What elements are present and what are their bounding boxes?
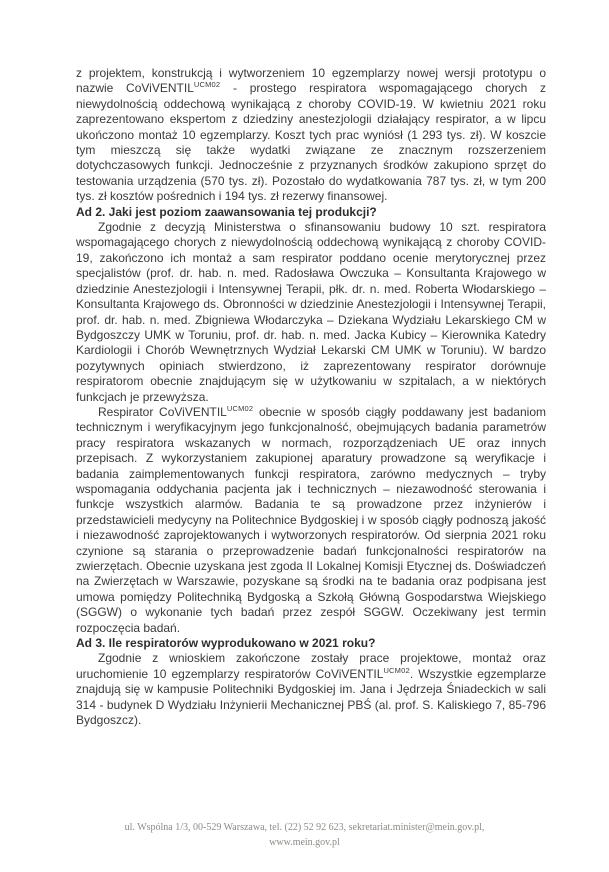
document-body: [76, 66, 546, 728]
footer-address-line: ul. Wspólna 1/3, 00-529 Warszawa, tel. (22) 52 92 623, sekretariat.minister@mein.gov.pl,: [124, 822, 485, 833]
paragraph-production-status: Zgodnie z decyzją Ministerstwa o sfinansowaniu budowy 10 szt. respiratora wspomagającego chorych z niewydolnością oddechową wynikającą z choroby COVID-19, zakończono ich montaż a sam respirator poddano ocenie merytorycznej przez specjalistów (prof. dr. hab. n. med. Radosława Owczuka – Konsultanta Krajowego w dziedzinie Anestezjologii i Intensywnej Terapii, płk. dr. n. med. Roberta Włodarskiego – Konsultanta Krajowego ds. Obronności w dziedzinie Anestezjologii i Intensywnej Terapii, prof. dr. hab. n. med. Zbigniewa Włodarczyka – Dziekana Wydziału Lekarskiego CM w Bydgoszczy UMK w Toruniu, prof. dr. hab. n. med. Jacka Kubicy – Kierownika Katedry Kardiologii i Chorób Wewnętrznych Wydział Lekarski CM UMK w Toruniu). W bardzo pozytywnych opiniach stwierdzono, iż zaprezentowany respirator dorównuje respiratorom obecnie znajdującym się w użytkowaniu w szpitalach, a w niektórych funkcjach je przewyższa.: [76, 220, 546, 404]
page-footer: [0, 821, 609, 850]
heading-ad3: Ad 3. Ile respiratorów wyprodukowano w 2021 roku?: [76, 636, 376, 651]
superscript-model-code: UCM02: [226, 403, 254, 413]
paragraph-text: Respirator CoViVENTIL: [98, 404, 227, 419]
paragraph-text: - prostego respiratora wspomagającego chorych z niewydolnością oddechową wynikającą z choroby COVID-19. W kwietniu 2021 roku zaprezentowano ekspertom z dziedziny anestezjologii działający respirator, a w lipcu ukończono montaż 10 egzemplarzy. Koszt tych prac wyniósł (1 293 tys. zł). W koszcie tym mieszczą się także wydatki związane ze znacznym rozszerzeniem dotychczasowych funkcji. Jednocześnie z przyznanych środków zakupiono sprzęt do testowania urządzenia (570 tys. zł). Pozostało do wydatkowania 787 tys. zł, w tym 200 tys. zł kosztów pośrednich i 194 tys. zł rezerwy finansowej.: [76, 81, 547, 204]
paragraph-text: z projektem, konstrukcją i wytworzeniem 10 egzemplarzy nowej wersji prototypu o nazwie CoViVENTIL: [76, 66, 546, 96]
paragraph-text: obecnie w sposób ciągły poddawany jest badaniom technicznym i weryfikacyjnym jego funkcjonalność, obejmujących badania parametrów pracy respiratora wskazanych w normach, rozporządzeniach UE oraz innych przepisach. Z wykorzystaniem zakupionej aparatury prowadzone są weryfikacje i badania zaimplementowanych funkcji respiratora, zarówno medycznych – tryby wspomagania oddychania pacjenta jak i technicznych – niezawodność sterowania i funkcje wszystkich alarmów. Badania te są prowadzone przez inżynierów i przedstawicieli medycyny na Politechnice Bydgoskiej i w sposób ciągły podnoszą jakość i niezawodność zaprojektowanych i wytworzonych respiratorów. Od sierpnia 2021 roku czynione są starania o przeprowadzenie badań funkcjonalności respiratorów na zwierzętach. Obecnie uzyskana jest zgoda II Lokalnej Komisji Etycznej ds. Doświadczeń na Zwierzętach w Warszawie, pozyskane są środki na te badania oraz podpisana jest umowa pomiędzy Politechniką Bydgoską a Szkołą Główną Gospodarstwa Wiejskiego (SGGW) o wykonanie tych badań przez zespół SGGW. Oczekiwany jest termin rozpoczęcia badań.: [76, 404, 546, 635]
heading-ad2: Ad 2. Jaki jest poziom zaawansowania tej produkcji?: [76, 204, 377, 219]
paragraph-text: Zgodnie z wnioskiem zakończone zostały prace projektowe, montaż oraz uruchomienie 10 egzemplarzy respiratorów CoViVENTIL: [76, 651, 546, 681]
superscript-model-code: UCM02: [383, 665, 410, 675]
paragraph-testing: [76, 405, 546, 636]
paragraph-text: . Wszystkie egzemplarze znajdują się w kampusie Politechniki Bydgoskiej im. Jana i Jędrzeja Śniadeckich w sali 314 - budynek D Wydziału Inżynierii Mechanicznej PBŚ (al. prof. S. Kaliskiego 7, 85-796 Bydgoszcz).: [76, 666, 546, 728]
paragraph-continuation: [76, 66, 546, 205]
superscript-model-code: UCM02: [193, 80, 221, 90]
footer-website-line: www.mein.gov.pl: [269, 836, 340, 848]
paragraph-units-produced: [76, 651, 546, 728]
